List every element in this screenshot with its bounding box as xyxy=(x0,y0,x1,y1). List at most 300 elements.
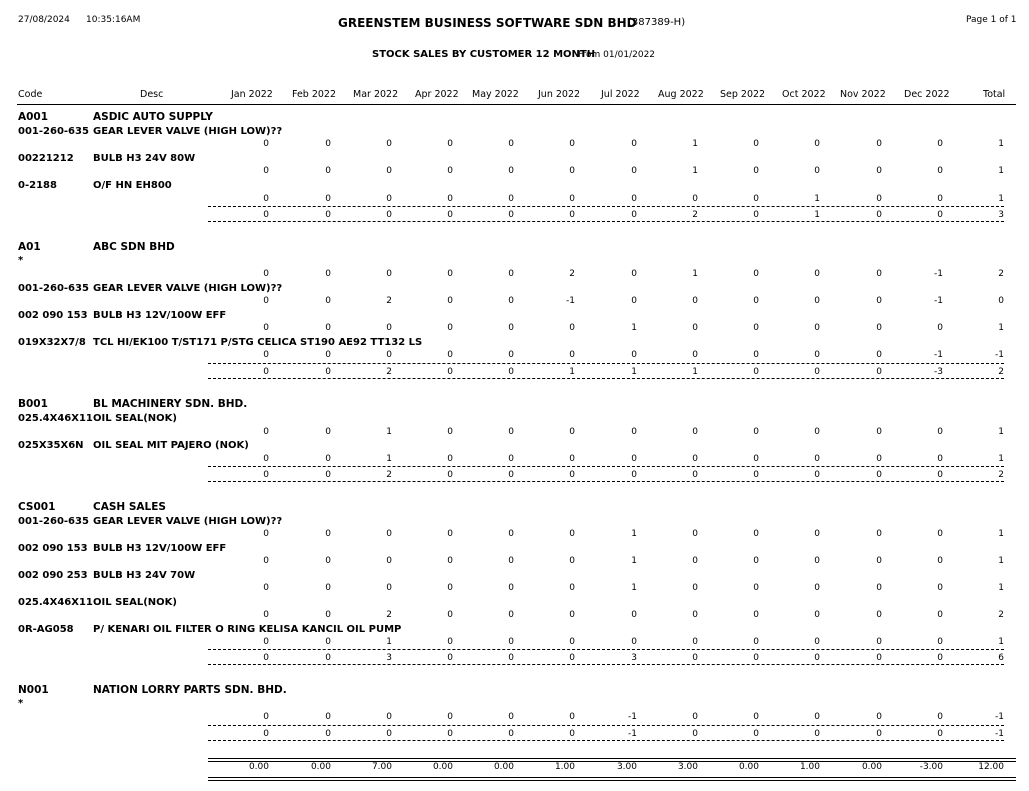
item-value: -1 xyxy=(566,296,575,306)
company-reg-no: (387389-H) xyxy=(628,17,686,28)
item-value: 0 xyxy=(569,166,575,176)
item-value: 0 xyxy=(386,712,392,722)
subtotal-value: 0 xyxy=(325,210,331,220)
grand-total-rule xyxy=(208,758,1016,759)
grand-total-value: 7.00 xyxy=(371,762,392,772)
col-desc: Desc xyxy=(140,89,164,100)
item-value: 2 xyxy=(998,269,1004,279)
item-value: 0 xyxy=(692,350,698,360)
item-code: 0R-AG058 xyxy=(18,624,74,635)
subtotal-value: 0 xyxy=(508,470,514,480)
item-value: 0 xyxy=(263,269,269,279)
customer-code: N001 xyxy=(18,684,49,696)
item-value: 0 xyxy=(508,529,514,539)
report-time: 10:35:16AM xyxy=(86,15,141,25)
grand-total-value: -3.00 xyxy=(919,762,943,772)
grand-total-value: 0.00 xyxy=(248,762,269,772)
item-value: 0 xyxy=(631,610,637,620)
item-value: 0 xyxy=(325,454,331,464)
subtotal-value: 0 xyxy=(508,210,514,220)
item-value: 0 xyxy=(447,556,453,566)
subtotal-value: 0 xyxy=(814,367,820,377)
subtotal-divider xyxy=(208,664,1004,665)
item-desc: GEAR LEVER VALVE (HIGH LOW)?? xyxy=(93,516,283,527)
subtotal-value: 3 xyxy=(631,653,637,663)
item-value: 1 xyxy=(814,194,820,204)
item-value: 0 xyxy=(753,610,759,620)
item-value: 0 xyxy=(631,296,637,306)
subtotal-value: 3 xyxy=(998,210,1004,220)
item-value: 0 xyxy=(753,583,759,593)
item-value: 0 xyxy=(937,323,943,333)
item-value: 0 xyxy=(814,166,820,176)
item-value: 0 xyxy=(325,350,331,360)
subtotal-value: 0 xyxy=(937,653,943,663)
item-code: 025X35X6N xyxy=(18,440,84,451)
item-value: 0 xyxy=(325,296,331,306)
item-value: 0 xyxy=(876,556,882,566)
item-value: 0 xyxy=(263,194,269,204)
subtotal-value: 2 xyxy=(386,367,392,377)
subtotal-value: 0 xyxy=(447,729,453,739)
subtotal-value: 2 xyxy=(692,210,698,220)
item-value: -1 xyxy=(628,712,637,722)
item-value: 0 xyxy=(386,583,392,593)
item-value: 0 xyxy=(876,454,882,464)
item-value: 0 xyxy=(753,194,759,204)
item-value: 0 xyxy=(569,712,575,722)
item-value: 0 xyxy=(937,427,943,437)
item-value: 0 xyxy=(569,556,575,566)
item-value: 1 xyxy=(998,194,1004,204)
item-value: 1 xyxy=(386,637,392,647)
item-code: 019X32X7/8 xyxy=(18,337,86,348)
subtotal-divider xyxy=(208,466,1004,467)
item-value: 0 xyxy=(937,529,943,539)
item-value: 0 xyxy=(692,529,698,539)
item-code: 025.4X46X11 xyxy=(18,413,93,424)
item-value: 0 xyxy=(325,556,331,566)
grand-total-value: 3.00 xyxy=(677,762,698,772)
item-value: 0 xyxy=(447,637,453,647)
subtotal-divider xyxy=(208,725,1004,726)
item-value: 0 xyxy=(508,139,514,149)
item-value: 0 xyxy=(263,296,269,306)
subtotal-value: 0 xyxy=(631,470,637,480)
customer-name: BL MACHINERY SDN. BHD. xyxy=(93,398,248,410)
item-value: 0 xyxy=(814,454,820,464)
item-value: 0 xyxy=(753,323,759,333)
subtotal-value: 0 xyxy=(263,729,269,739)
item-value: 0 xyxy=(814,529,820,539)
item-value: 1 xyxy=(631,556,637,566)
item-value: -1 xyxy=(995,712,1004,722)
item-value: 0 xyxy=(386,323,392,333)
customer-code: CS001 xyxy=(18,501,56,513)
item-code: 002 090 153 xyxy=(18,310,88,321)
item-value: 0 xyxy=(508,583,514,593)
customer-code: A01 xyxy=(18,241,41,253)
item-value: 0 xyxy=(569,529,575,539)
subtotal-value: -1 xyxy=(628,729,637,739)
item-value: 0 xyxy=(569,194,575,204)
item-value: 0 xyxy=(325,139,331,149)
item-value: 0 xyxy=(937,166,943,176)
item-value: 0 xyxy=(753,269,759,279)
col-month: Jan 2022 xyxy=(231,89,273,100)
item-value: 0 xyxy=(325,194,331,204)
item-value: 1 xyxy=(386,454,392,464)
item-value: 0 xyxy=(386,269,392,279)
item-value: 0 xyxy=(447,427,453,437)
item-value: 0 xyxy=(447,323,453,333)
item-value: 0 xyxy=(325,323,331,333)
item-value: -1 xyxy=(934,269,943,279)
item-value: 0 xyxy=(508,350,514,360)
subtotal-value: 0 xyxy=(263,210,269,220)
item-value: 0 xyxy=(937,194,943,204)
customer-code: A001 xyxy=(18,111,49,123)
item-value: 1 xyxy=(631,323,637,333)
item-value: 0 xyxy=(447,194,453,204)
item-value: 0 xyxy=(631,166,637,176)
subtotal-value: 0 xyxy=(753,210,759,220)
item-code: 002 090 253 xyxy=(18,570,88,581)
item-desc: OIL SEAL(NOK) xyxy=(93,413,177,424)
subtotal-divider xyxy=(208,481,1004,482)
item-value: 0 xyxy=(631,427,637,437)
company-name: GREENSTEM BUSINESS SOFTWARE SDN BHD xyxy=(338,16,637,30)
item-code: 00221212 xyxy=(18,153,74,164)
item-value: 0 xyxy=(386,529,392,539)
customer-name: CASH SALES xyxy=(93,501,166,513)
subtotal-divider xyxy=(208,649,1004,650)
col-month: Jun 2022 xyxy=(538,89,581,100)
item-value: 0 xyxy=(692,454,698,464)
item-code: 001-260-635 xyxy=(18,126,89,137)
item-value: 0 xyxy=(814,269,820,279)
subtotal-value: 0 xyxy=(325,367,331,377)
item-value: 0 xyxy=(692,296,698,306)
item-desc: TCL HI/EK100 T/ST171 P/STG CELICA ST190 AE92 TT132 LS xyxy=(93,337,423,348)
item-value: 0 xyxy=(508,323,514,333)
item-value: 0 xyxy=(937,556,943,566)
item-code: 002 090 153 xyxy=(18,543,88,554)
item-value: 0 xyxy=(814,427,820,437)
item-value: 1 xyxy=(631,583,637,593)
item-value: 1 xyxy=(998,454,1004,464)
item-value: 0 xyxy=(386,166,392,176)
subtotal-value: 0 xyxy=(692,653,698,663)
item-value: 0 xyxy=(814,610,820,620)
subtotal-value: 0 xyxy=(508,729,514,739)
subtotal-value: 0 xyxy=(447,367,453,377)
col-month: Mar 2022 xyxy=(353,89,399,100)
subtotal-value: 0 xyxy=(447,470,453,480)
item-value: 0 xyxy=(937,583,943,593)
subtotal-value: 0 xyxy=(876,367,882,377)
subtotal-value: 2 xyxy=(998,470,1004,480)
item-value: 0 xyxy=(876,323,882,333)
subtotal-value: 0 xyxy=(753,729,759,739)
item-value: 0 xyxy=(692,610,698,620)
item-value: 0 xyxy=(325,529,331,539)
item-desc: BULB H3 24V 70W xyxy=(93,570,196,581)
item-value: 0 xyxy=(631,350,637,360)
col-month: Apr 2022 xyxy=(415,89,459,100)
item-value: 0 xyxy=(876,194,882,204)
item-value: 0 xyxy=(569,350,575,360)
item-value: 0 xyxy=(263,529,269,539)
item-value: 0 xyxy=(814,712,820,722)
subtotal-value: 0 xyxy=(569,729,575,739)
report-date: 27/08/2024 xyxy=(18,15,70,25)
item-value: 1 xyxy=(998,583,1004,593)
item-value: 0 xyxy=(447,529,453,539)
item-value: 0 xyxy=(447,296,453,306)
subtotal-value: 0 xyxy=(447,210,453,220)
grand-total-value: 0.00 xyxy=(861,762,882,772)
subtotal-value: 0 xyxy=(569,210,575,220)
item-value: 1 xyxy=(692,269,698,279)
item-value: 0 xyxy=(876,139,882,149)
subtotal-value: 2 xyxy=(998,367,1004,377)
item-value: -1 xyxy=(934,296,943,306)
item-value: 0 xyxy=(876,427,882,437)
subtotal-value: 0 xyxy=(263,470,269,480)
item-value: 0 xyxy=(692,583,698,593)
page-number: Page 1 of 1 xyxy=(966,15,1017,25)
item-value: 0 xyxy=(263,323,269,333)
item-value: 0 xyxy=(508,427,514,437)
item-value: 0 xyxy=(325,712,331,722)
subtotal-divider xyxy=(208,363,1004,364)
item-desc: P/ KENARI OIL FILTER O RING KELISA KANCIL OIL PUMP xyxy=(93,624,402,635)
item-value: 0 xyxy=(508,296,514,306)
item-value: 0 xyxy=(631,139,637,149)
item-desc: OIL SEAL MIT PAJERO (NOK) xyxy=(93,440,249,451)
item-value: 0 xyxy=(263,139,269,149)
item-value: -1 xyxy=(995,350,1004,360)
col-month: May 2022 xyxy=(472,89,519,100)
subtotal-divider xyxy=(208,221,1004,222)
item-value: 0 xyxy=(692,323,698,333)
header-rule xyxy=(17,104,1016,105)
subtotal-value: 0 xyxy=(569,653,575,663)
item-value: 0 xyxy=(508,556,514,566)
item-value: 1 xyxy=(692,166,698,176)
item-value: 0 xyxy=(263,166,269,176)
col-month: Sep 2022 xyxy=(720,89,766,100)
item-value: 0 xyxy=(386,350,392,360)
item-code: 0-2188 xyxy=(18,180,57,191)
item-value: 0 xyxy=(814,139,820,149)
item-value: -1 xyxy=(934,350,943,360)
item-value: 0 xyxy=(631,637,637,647)
item-value: 0 xyxy=(692,637,698,647)
subtotal-value: 0 xyxy=(876,210,882,220)
item-desc: GEAR LEVER VALVE (HIGH LOW)?? xyxy=(93,283,283,294)
item-value: 0 xyxy=(263,610,269,620)
item-value: 0 xyxy=(263,556,269,566)
grand-total-value: 3.00 xyxy=(616,762,637,772)
item-value: 0 xyxy=(447,269,453,279)
customer-name: ASDIC AUTO SUPPLY xyxy=(93,111,213,123)
item-desc: BULB H3 12V/100W EFF xyxy=(93,543,227,554)
subtotal-value: 0 xyxy=(569,470,575,480)
item-value: 0 xyxy=(876,637,882,647)
item-value: 0 xyxy=(447,583,453,593)
subtotal-value: 0 xyxy=(937,729,943,739)
item-value: 0 xyxy=(263,427,269,437)
item-value: 0 xyxy=(876,350,882,360)
item-value: 0 xyxy=(631,454,637,464)
item-value: 0 xyxy=(263,712,269,722)
item-value: 0 xyxy=(569,139,575,149)
item-value: 0 xyxy=(569,583,575,593)
subtotal-value: 0 xyxy=(263,367,269,377)
item-value: 0 xyxy=(569,427,575,437)
item-value: 0 xyxy=(692,712,698,722)
item-value: 0 xyxy=(447,610,453,620)
report-title: STOCK SALES BY CUSTOMER 12 MONTH xyxy=(372,49,596,60)
item-value: 0 xyxy=(937,637,943,647)
col-month: Aug 2022 xyxy=(658,89,704,100)
item-value: 0 xyxy=(753,350,759,360)
item-value: 1 xyxy=(998,556,1004,566)
item-value: 0 xyxy=(325,166,331,176)
item-value: 0 xyxy=(386,556,392,566)
grand-total-rule xyxy=(208,780,1016,781)
item-value: 0 xyxy=(876,166,882,176)
item-value: 0 xyxy=(937,139,943,149)
col-month: Feb 2022 xyxy=(292,89,337,100)
item-code: 001-260-635 xyxy=(18,283,89,294)
subtotal-value: 0 xyxy=(508,367,514,377)
customer-code: B001 xyxy=(18,398,48,410)
item-value: 1 xyxy=(998,427,1004,437)
item-value: 1 xyxy=(998,529,1004,539)
col-month: Oct 2022 xyxy=(782,89,826,100)
subtotal-value: 0 xyxy=(814,729,820,739)
item-value: 1 xyxy=(998,637,1004,647)
item-value: 1 xyxy=(386,427,392,437)
item-value: 0 xyxy=(325,427,331,437)
subtotal-divider xyxy=(208,206,1004,207)
item-value: 0 xyxy=(508,454,514,464)
item-code: 001-260-635 xyxy=(18,516,89,527)
item-value: 0 xyxy=(814,296,820,306)
subtotal-value: 1 xyxy=(569,367,575,377)
item-value: 0 xyxy=(753,139,759,149)
item-desc: O/F HN EH800 xyxy=(93,180,172,191)
item-value: 2 xyxy=(569,269,575,279)
subtotal-value: 2 xyxy=(386,470,392,480)
item-value: 0 xyxy=(263,350,269,360)
subtotal-value: 0 xyxy=(937,210,943,220)
subtotal-value: 0 xyxy=(631,210,637,220)
item-value: 0 xyxy=(508,712,514,722)
item-value: 0 xyxy=(692,194,698,204)
item-value: 0 xyxy=(937,610,943,620)
item-value: 0 xyxy=(753,454,759,464)
subtotal-value: 0 xyxy=(447,653,453,663)
item-value: 0 xyxy=(753,712,759,722)
item-code: * xyxy=(18,255,24,266)
col-month: Dec 2022 xyxy=(904,89,950,100)
subtotal-value: 0 xyxy=(876,729,882,739)
subtotal-value: 6 xyxy=(998,653,1004,663)
item-value: 0 xyxy=(325,583,331,593)
item-value: 0 xyxy=(447,139,453,149)
item-value: 0 xyxy=(508,269,514,279)
item-value: 2 xyxy=(998,610,1004,620)
item-value: 0 xyxy=(508,194,514,204)
item-value: 0 xyxy=(325,637,331,647)
subtotal-value: 0 xyxy=(753,367,759,377)
item-value: 0 xyxy=(569,454,575,464)
item-value: 2 xyxy=(386,296,392,306)
item-value: 0 xyxy=(876,712,882,722)
item-value: 0 xyxy=(386,194,392,204)
item-value: 0 xyxy=(937,712,943,722)
subtotal-value: 0 xyxy=(814,470,820,480)
customer-name: NATION LORRY PARTS SDN. BHD. xyxy=(93,684,287,696)
item-value: 0 xyxy=(569,637,575,647)
subtotal-value: 0 xyxy=(263,653,269,663)
grand-total-value: 12.00 xyxy=(978,762,1004,772)
item-value: 0 xyxy=(753,427,759,437)
grand-total-value: 0.00 xyxy=(493,762,514,772)
item-value: 0 xyxy=(692,556,698,566)
subtotal-value: 0 xyxy=(753,653,759,663)
item-value: 0 xyxy=(876,610,882,620)
item-value: 0 xyxy=(814,637,820,647)
item-value: 0 xyxy=(692,427,698,437)
item-value: 0 xyxy=(814,323,820,333)
item-value: 0 xyxy=(508,610,514,620)
item-value: 0 xyxy=(753,556,759,566)
subtotal-value: -3 xyxy=(934,367,943,377)
subtotal-value: 0 xyxy=(753,470,759,480)
col-total: Total xyxy=(983,89,1006,100)
subtotal-value: 0 xyxy=(386,729,392,739)
item-value: 0 xyxy=(631,269,637,279)
subtotal-value: 0 xyxy=(876,470,882,480)
subtotal-value: -1 xyxy=(995,729,1004,739)
item-value: 0 xyxy=(263,583,269,593)
grand-total-value: 0.00 xyxy=(432,762,453,772)
item-value: 0 xyxy=(386,139,392,149)
item-desc: BULB H3 24V 80W xyxy=(93,153,196,164)
subtotal-value: 1 xyxy=(692,367,698,377)
grand-total-value: 1.00 xyxy=(799,762,820,772)
col-code: Code xyxy=(18,89,43,100)
subtotal-value: 0 xyxy=(325,653,331,663)
item-value: 0 xyxy=(325,269,331,279)
item-value: 0 xyxy=(876,583,882,593)
item-value: 1 xyxy=(692,139,698,149)
subtotal-value: 0 xyxy=(692,729,698,739)
subtotal-divider xyxy=(208,378,1004,379)
item-value: 0 xyxy=(263,454,269,464)
item-value: 0 xyxy=(508,166,514,176)
item-value: 0 xyxy=(263,637,269,647)
grand-total-value: 0.00 xyxy=(738,762,759,772)
item-desc: OIL SEAL(NOK) xyxy=(93,597,177,608)
subtotal-divider xyxy=(208,740,1004,741)
subtotal-value: 1 xyxy=(814,210,820,220)
